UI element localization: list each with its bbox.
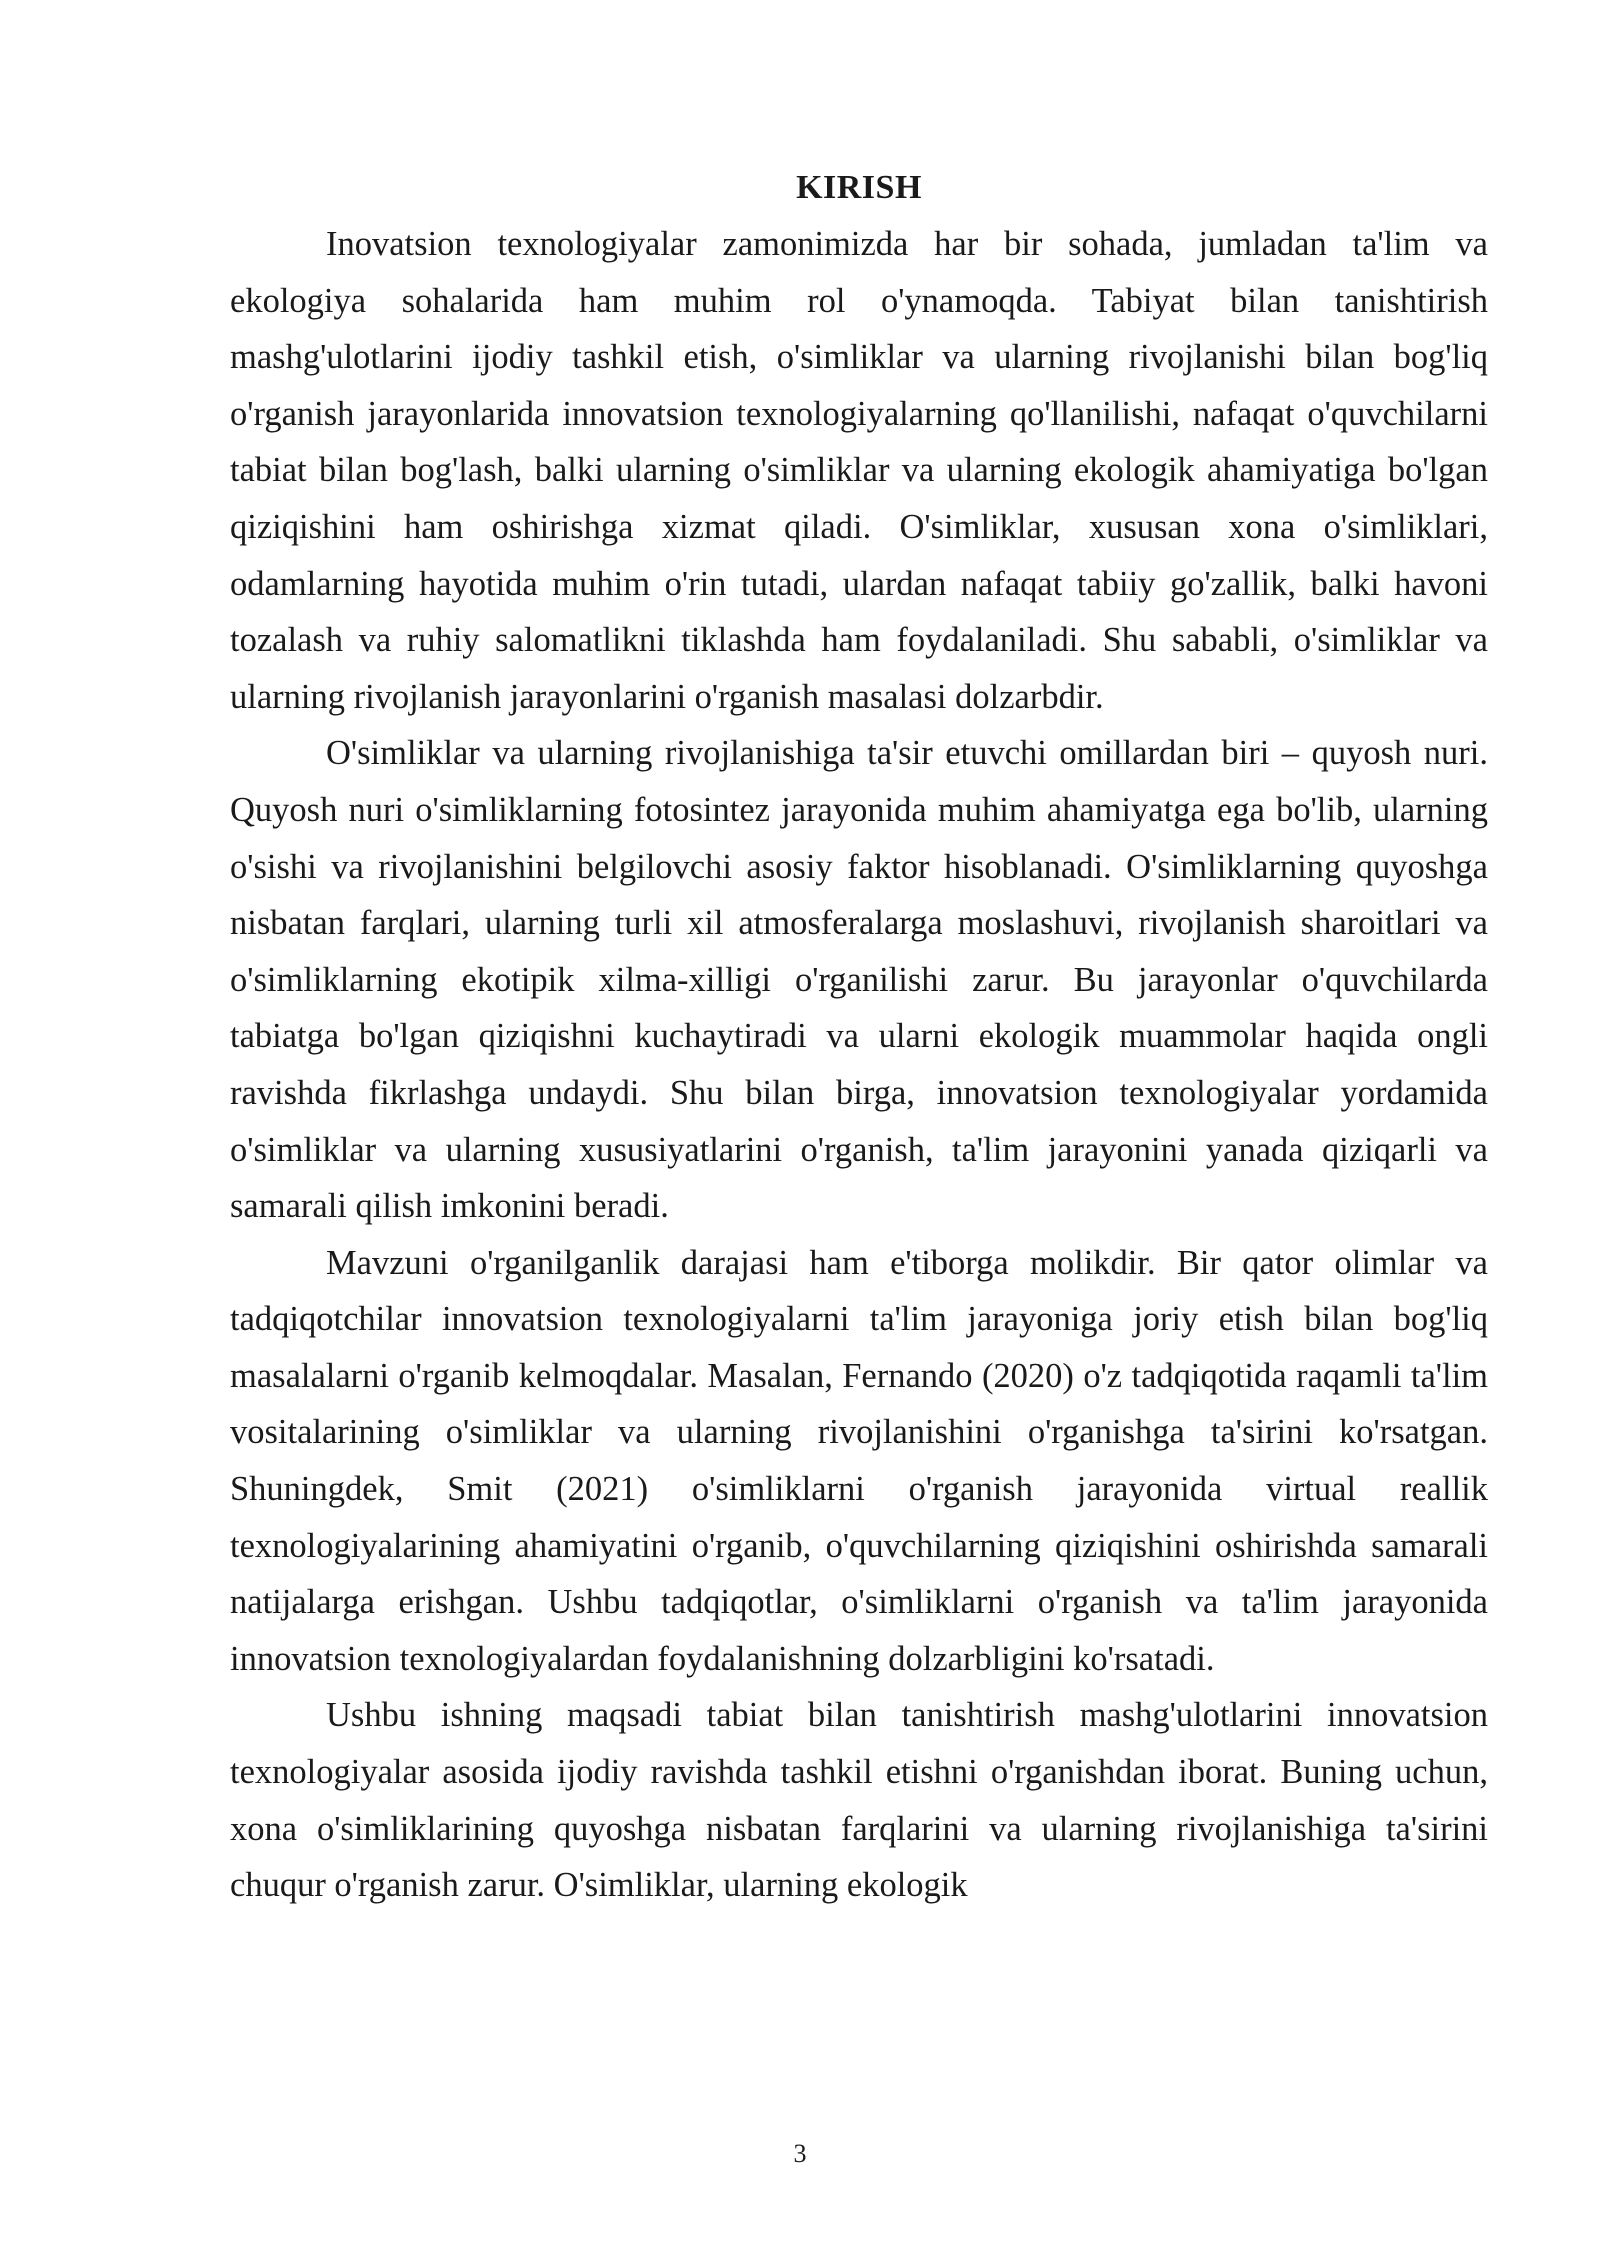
document-page [230,160,1488,1914]
paragraph-goal: Ushbu ishning maqsadi tabiat bilan tanishtirish mashg'ulotlarini innovatsion texnologiyalar asosida ijodiy ravishda tashkil etishni o'rganishdan iborat. Buning uchun, xona o'simliklarining quyoshga nisbatan farqlarini va ularning rivojlanishiga ta'sirini chuqur o'rganish zarur. O'simliklar, ularning ekologik [230,1696,1488,1905]
section-title: KIRISH [796,169,922,206]
paragraph-intro: Inovatsion texnologiyalar zamonimizda har bir sohada, jumladan ta'lim va ekologiya sohalarida ham muhim rol o'ynamoqda. Tabiyat bilan tanishtirish mashg'ulotlarini ijodiy tashkil etish, o'simliklar va ularning rivojlanishi bilan bog'liq o'rganish jarayonlarida innovatsion texnologiyalarning qo'llanilishi, nafaqat o'quvchilarni tabiat bilan bog'lash, balki ularning o'simliklar va ularning ekologik ahamiyatiga bo'lgan qiziqishini ham oshirishga xizmat qiladi. O'simliklar, xususan xona o'simliklari, odamlarning hayotida muhim o'rin tutadi, ulardan nafaqat tabiiy go'zallik, balki havoni tozalash va ruhiy salomatlikni tiklashda ham foydalaniladi. Shu sababli, o'simliklar va ularning rivojlanish jarayonlarini o'rganish masalasi dolzarbdir. [230,225,1488,716]
paragraph-research: Mavzuni o'rganilganlik darajasi ham e'tiborga molikdir. Bir qator olimlar va tadqiqotchilar innovatsion texnologiyalarni ta'lim jarayoniga joriy etish bilan bog'liq masalalarni o'rganib kelmoqdalar. Masalan, Fernando (2020) o'z tadqiqotida raqamli ta'lim vositalarining o'simliklar va ularning rivojlanishini o'rganishga ta'sirini ko'rsatgan. Shuningdek, Smit (2021) o'simliklarni o'rganish jarayonida virtual reallik texnologiyalarining ahamiyatini o'rganib, o'quvchilarning qiziqishini oshirishda samarali natijalarga erishgan. Ushbu tadqiqotlar, o'simliklarni o'rganish va ta'lim jarayonida innovatsion texnologiyalardan foydalanishning dolzarbligini ko'rsatadi. [230,1243,1488,1678]
paragraph-sunlight: O'simliklar va ularning rivojlanishiga ta'sir etuvchi omillardan biri – quyosh nuri. Quyosh nuri o'simliklarning fotosintez jarayonida muhim ahamiyatga ega bo'lib, ularning o'sishi va rivojlanishini belgilovchi asosiy faktor hisoblanadi. O'simliklarning quyoshga nisbatan farqlari, ularning turli xil atmosferalarga moslashuvi, rivojlanish sharoitlari va o'simliklarning ekotipik xilma-xilligi o'rganilishi zarur. Bu jarayonlar o'quvchilarda tabiatga bo'lgan qiziqishni kuchaytiradi va ularni ekologik muammolar haqida ongli ravishda fikrlashga undaydi. Shu bilan birga, innovatsion texnologiyalar yordamida o'simliklar va ularning xususiyatlarini o'rganish, ta'lim jarayonini yanada qiziqarli va samarali qilish imkonini beradi. [230,734,1488,1226]
page-number: 3 [793,2139,807,2168]
